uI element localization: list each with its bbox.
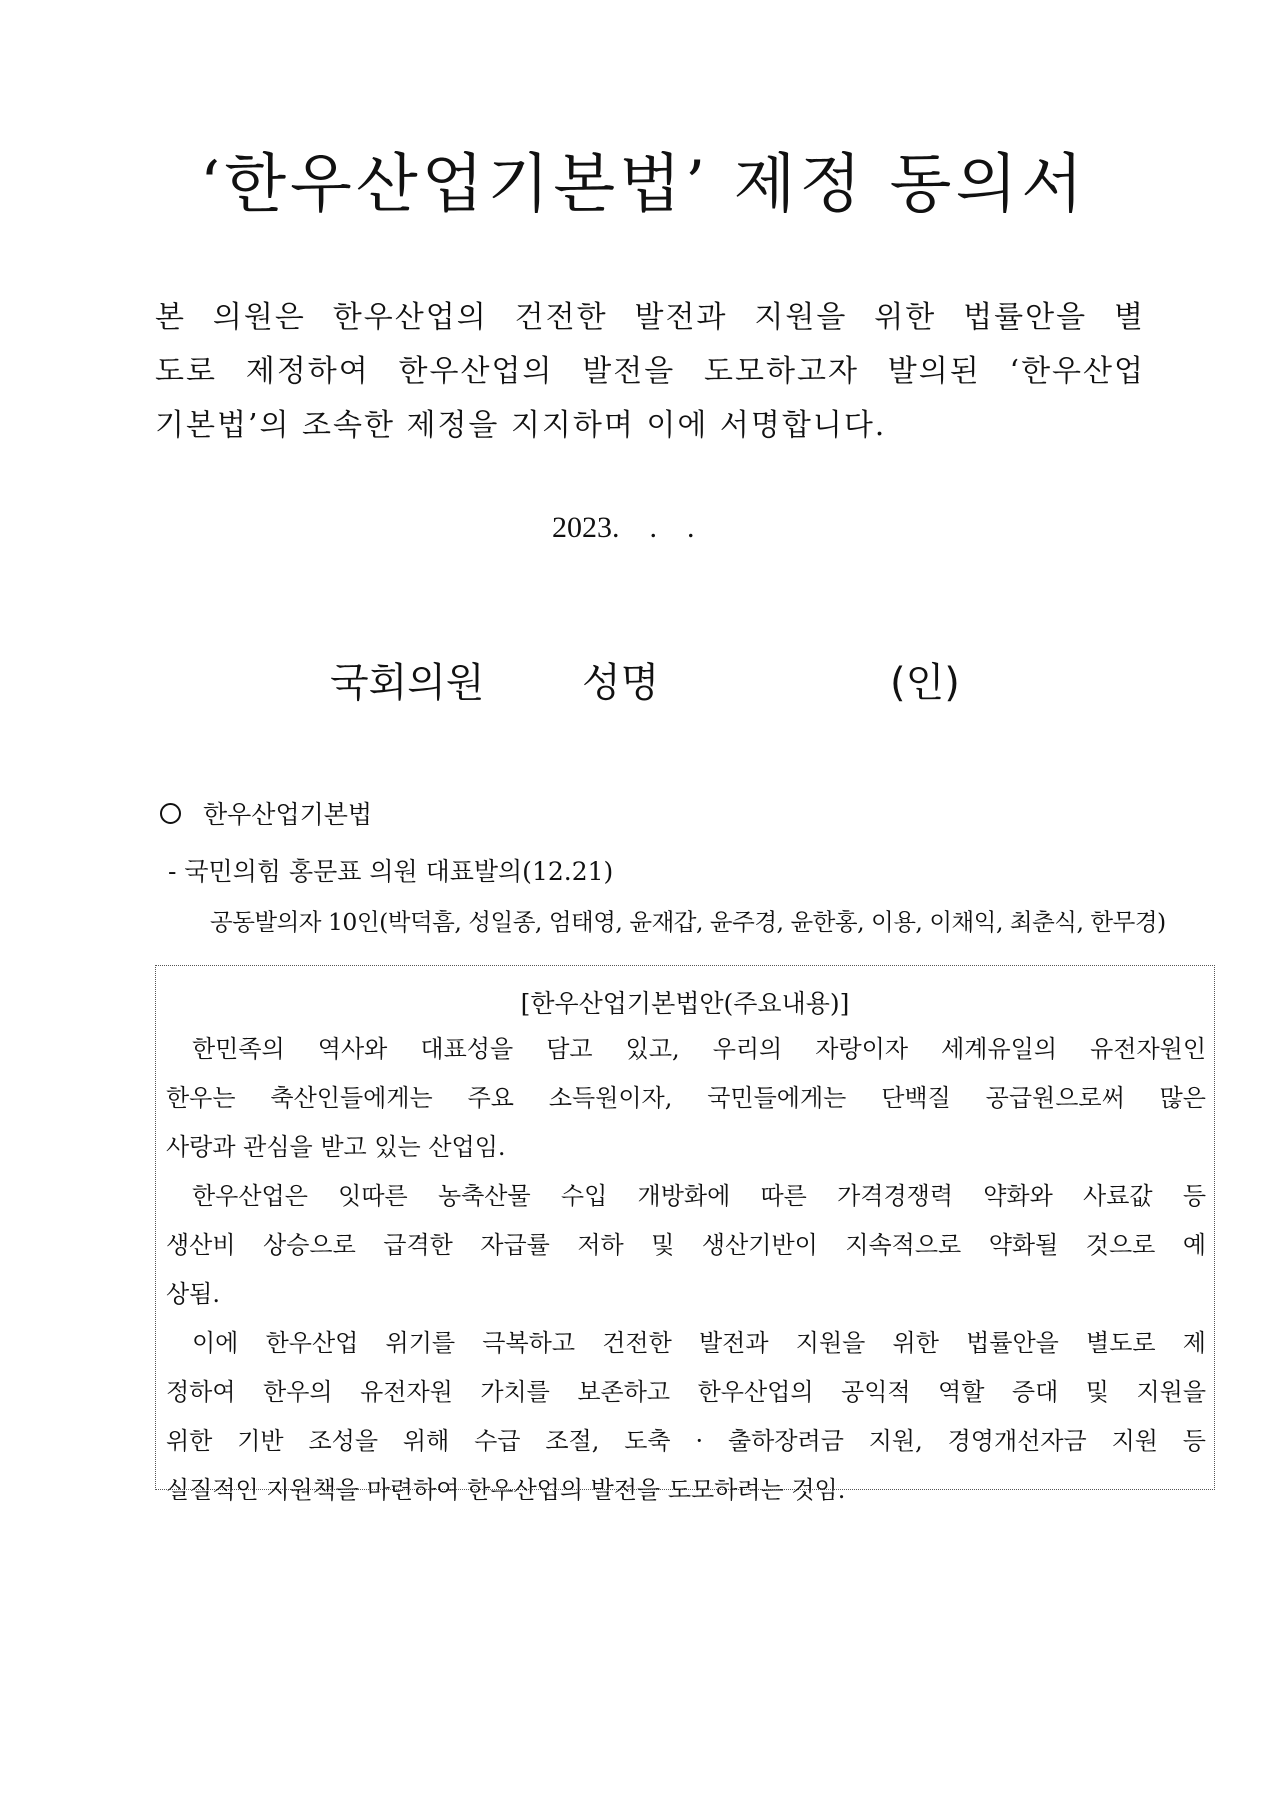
summary-line: 한우는 축산인들에게는 주요 소득원이자, 국민들에게는 단백질 공급원으로써 많은	[166, 1084, 1206, 1112]
intro-line-1: 본 의원은 한우산업의 건전한 발전과 지원을 위한 법률안을 별	[155, 300, 1145, 335]
signature-role: 국회의원	[330, 660, 485, 706]
summary-box	[155, 965, 1215, 1504]
document-title: ‘한우산업기본법’ 제정 동의서	[199, 148, 1088, 222]
summary-line: 위한 기반 조성을 위해 수급 조절, 도축 · 출하장려금 지원, 경영개선자금 지원 등	[166, 1427, 1206, 1455]
intro-line-3: 기본법’의 조속한 제정을 지지하며 이에 서명합니다.	[155, 408, 887, 443]
summary-box-title: [한우산업기본법안(주요내용)]	[520, 989, 850, 1018]
bill-sponsor-line: - 국민의힘 홍문표 의원 대표발의(12.21)	[168, 857, 614, 886]
summary-line: 한민족의 역사와 대표성을 담고 있고, 우리의 자랑이자 세계유일의 유전자원인	[192, 1035, 1206, 1063]
bill-heading-text: 한우산업기본법	[203, 800, 373, 829]
summary-line: 생산비 상승으로 급격한 자급률 저하 및 생산기반이 지속적으로 약화될 것으로 예	[166, 1231, 1206, 1259]
intro-line-2: 도로 제정하여 한우산업의 발전을 도모하고자 발의된 ‘한우산업	[155, 354, 1145, 389]
signature-name-label: 성명	[582, 660, 660, 706]
summary-line: 실질적인 지원책을 마련하여 한우산업의 발전을 도모하려는 것임.	[166, 1476, 846, 1504]
summary-line: 이에 한우산업 위기를 극복하고 건전한 발전과 지원을 위한 법률안을 별도로 제	[192, 1329, 1206, 1357]
signature-seal: (인)	[890, 660, 960, 706]
summary-line: 한우산업은 잇따른 농축산물 수입 개방화에 따른 가격경쟁력 약화와 사료값 등	[192, 1182, 1206, 1210]
summary-line: 정하여 한우의 유전자원 가치를 보존하고 한우산업의 공익적 역할 증대 및 지원을	[166, 1378, 1206, 1406]
summary-line: 상됨.	[166, 1280, 220, 1308]
circle-bullet-icon	[160, 803, 181, 824]
summary-line: 사랑과 관심을 받고 있는 산업임.	[166, 1133, 506, 1161]
bill-heading	[160, 795, 372, 835]
date-line: 2023. . .	[552, 511, 695, 544]
bill-cosponsors-line: 공동발의자 10인(박덕흠, 성일종, 엄태영, 윤재갑, 윤주경, 윤한홍, 이용, 이채익, 최춘식, 한무경)	[210, 908, 1166, 936]
